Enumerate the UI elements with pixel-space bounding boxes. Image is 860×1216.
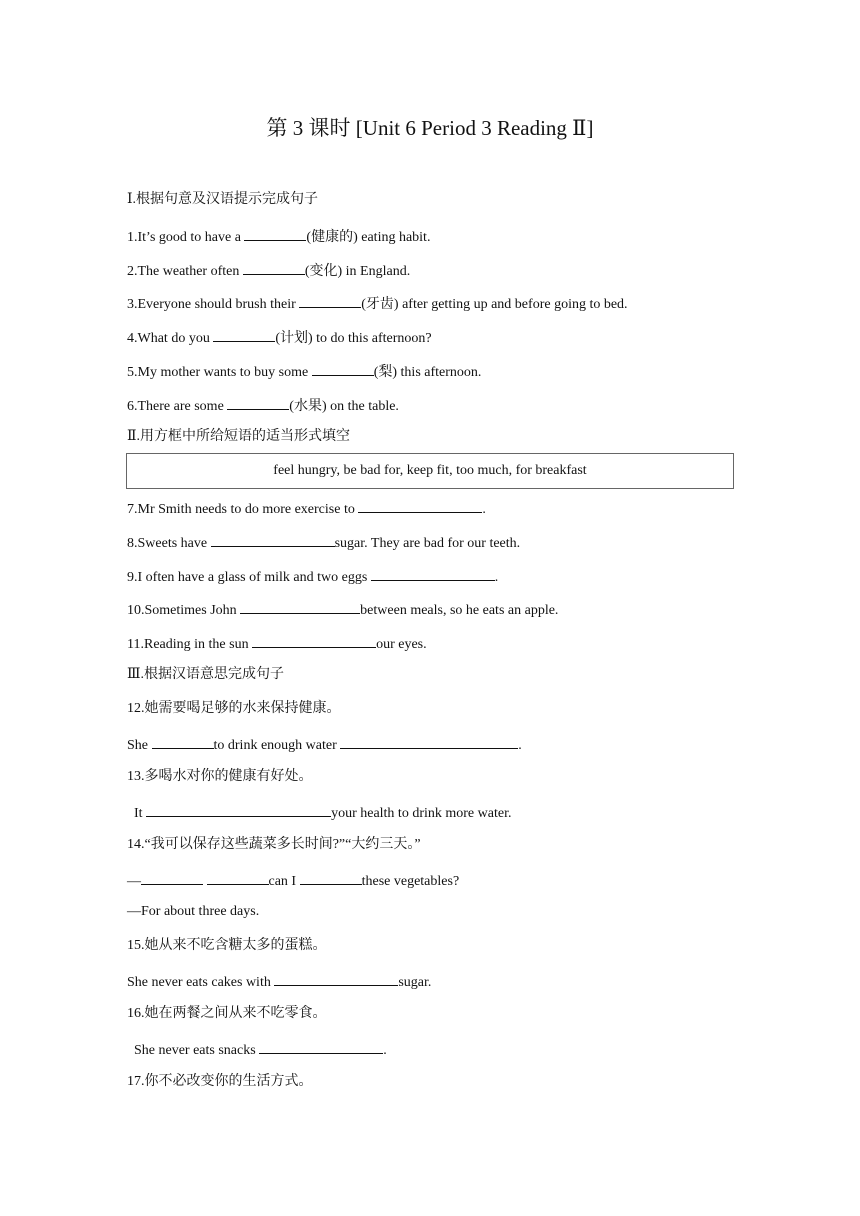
question-11 [127, 633, 767, 654]
question-17-chinese: 17.你不必改变你的生活方式。 [127, 1074, 313, 1089]
page-title: 第 3 课时 [Unit 6 Period 3 Reading Ⅱ] [266, 116, 594, 140]
answer-blank[interactable] [211, 532, 335, 547]
section-3-heading: Ⅲ.根据汉语意思完成句子 [127, 667, 285, 682]
question-12-chinese: 12.她需要喝足够的水来保持健康。 [127, 701, 341, 716]
answer-blank[interactable] [371, 566, 495, 581]
answer-blank[interactable] [252, 633, 376, 648]
answer-blank[interactable] [274, 971, 398, 986]
question-14-chinese: 14.“我可以保存这些蔬菜多长时间?”“大约三天。” [127, 837, 421, 852]
question-text: 6.There are some [127, 399, 228, 414]
question-5 [127, 361, 767, 382]
question-6 [127, 395, 767, 416]
question-13-chinese: 13.多喝水对你的健康有好处。 [127, 769, 313, 784]
answer-blank[interactable] [227, 395, 289, 410]
question-text: — [127, 874, 141, 889]
question-text: . [383, 1043, 387, 1058]
question-2 [127, 260, 767, 281]
answer-blank[interactable] [340, 734, 518, 749]
question-text: 11.Reading in the sun [127, 637, 253, 652]
question-7 [127, 498, 767, 519]
question-text: . [494, 570, 499, 585]
question-text: (牙齿) after getting up and before going to bed. [361, 297, 628, 312]
answer-blank[interactable] [240, 599, 360, 614]
answer-blank[interactable] [259, 1039, 383, 1054]
question-text: . [482, 502, 486, 517]
question-text: sugar. They are bad for our teeth. [334, 536, 521, 551]
section-2-heading: Ⅱ.用方框中所给短语的适当形式填空 [127, 429, 351, 444]
question-3 [127, 293, 767, 314]
question-text: 7.Mr Smith needs to do more exercise to [127, 502, 359, 517]
answer-blank[interactable] [358, 498, 482, 513]
question-text: 10.Sometimes John [127, 603, 241, 618]
question-text: your health to drink more water. [331, 806, 512, 821]
answer-blank[interactable] [141, 870, 203, 885]
question-14-answer: —For about three days. [127, 904, 260, 919]
question-text: She [127, 738, 152, 753]
question-text: 8.Sweets have [127, 536, 211, 551]
question-text: 9.I often have a glass of milk and two eggs [127, 570, 371, 585]
question-text: She never eats snacks [134, 1043, 260, 1058]
question-text: (梨) this afternoon. [373, 365, 482, 380]
question-9 [127, 566, 767, 587]
phrase-box: feel hungry, be bad for, keep fit, too much, for breakfast [126, 453, 734, 489]
answer-blank[interactable] [244, 226, 306, 241]
question-text: (计划) to do this afternoon? [275, 331, 432, 346]
section-1-heading: Ⅰ.根据句意及汉语提示完成句子 [127, 192, 319, 207]
question-14 [127, 870, 767, 891]
answer-blank[interactable] [146, 802, 331, 817]
question-4 [127, 327, 767, 348]
question-text: our eyes. [376, 637, 427, 652]
question-text: 3.Everyone should brush their [127, 297, 300, 312]
answer-blank[interactable] [207, 870, 269, 885]
question-text: between meals, so he eats an apple. [360, 603, 559, 618]
answer-blank[interactable] [213, 327, 275, 342]
answer-blank[interactable] [299, 293, 361, 308]
question-text: to drink enough water [213, 738, 341, 753]
question-15 [127, 971, 767, 992]
question-text: can I [268, 874, 300, 889]
question-13 [134, 802, 774, 823]
question-text: 2.The weather often [127, 264, 243, 279]
question-text: (水果) on the table. [289, 399, 399, 414]
question-text: sugar. [398, 975, 432, 990]
question-text: She never eats cakes with [127, 975, 275, 990]
question-text: 1.It’s good to have a [127, 230, 245, 245]
answer-blank[interactable] [243, 260, 305, 275]
question-text: It [134, 806, 147, 821]
question-text: 4.What do you [127, 331, 214, 346]
question-text: these vegetables? [361, 874, 460, 889]
question-16 [134, 1039, 774, 1060]
answer-blank[interactable] [152, 734, 214, 749]
question-15-chinese: 15.她从来不吃含糖太多的蛋糕。 [127, 938, 327, 953]
question-16-chinese: 16.她在两餐之间从来不吃零食。 [127, 1006, 327, 1021]
question-12 [127, 734, 767, 755]
question-text: (变化) in England. [304, 264, 411, 279]
question-text: . [518, 738, 522, 753]
answer-blank[interactable] [300, 870, 362, 885]
question-text: (健康的) eating habit. [306, 230, 431, 245]
question-10 [127, 599, 767, 620]
question-1 [127, 226, 767, 247]
answer-blank[interactable] [312, 361, 374, 376]
question-8 [127, 532, 767, 553]
question-text: 5.My mother wants to buy some [127, 365, 312, 380]
